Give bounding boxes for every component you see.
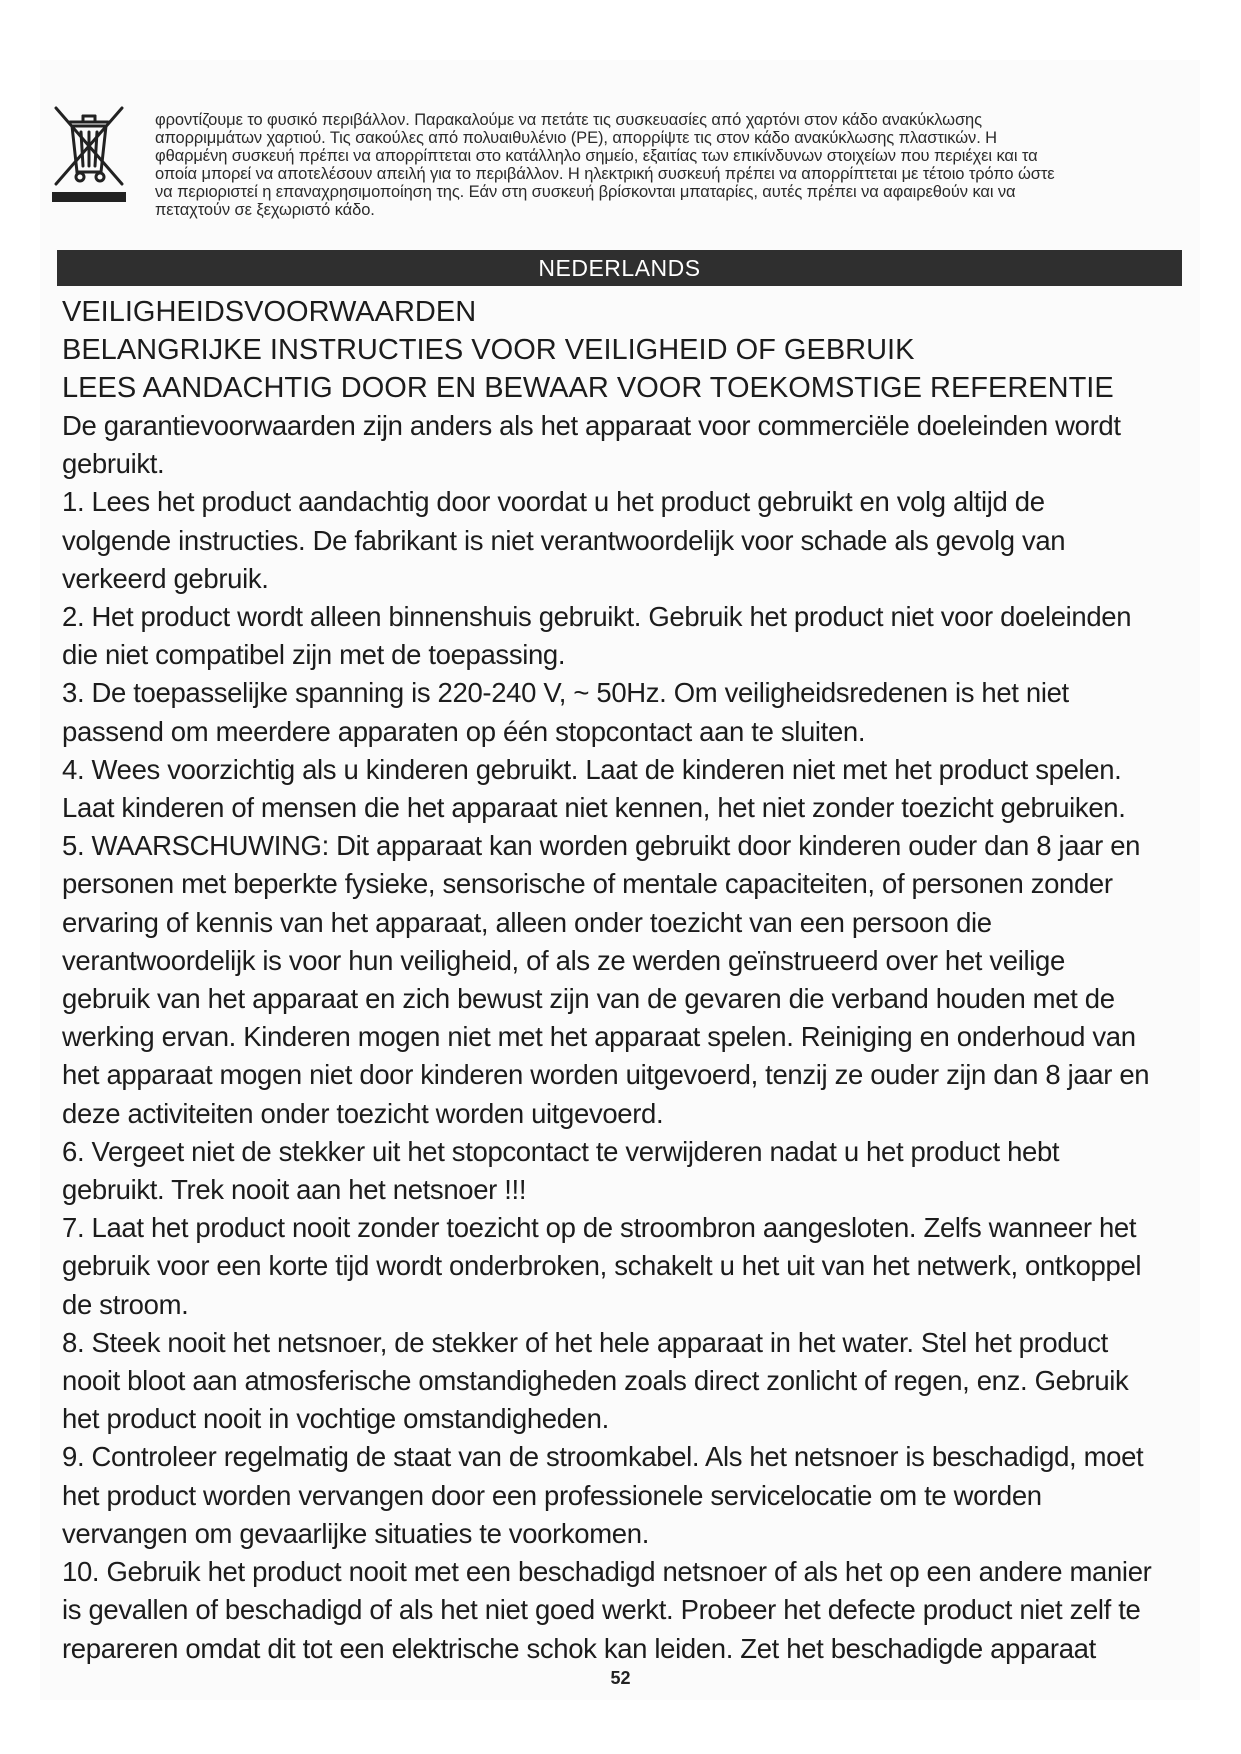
- recycling-notice-line: φροντίζουμε το φυσικό περιβάλλον. Παρακαλούμε να πετάτε τις συσκευασίες από χαρτόνι στον κάδο ανακύκλωσης: [155, 111, 982, 129]
- body-text-line: 6. Vergeet niet de stekker uit het stopcontact te verwijderen nadat u het product hebt: [62, 1135, 1060, 1167]
- body-text-line: 4. Wees voorzichtig als u kinderen gebruikt. Laat de kinderen niet met het product spelen.: [62, 753, 1122, 785]
- section-heading: VEILIGHEIDSVOORWAARDEN: [62, 296, 477, 328]
- language-header-bar: NEDERLANDS: [57, 250, 1182, 286]
- section-heading: LEES AANDACHTIG DOOR EN BEWAAR VOOR TOEKOMSTIGE REFERENTIE: [62, 372, 1114, 404]
- body-text-line: het product nooit in vochtige omstandigheden.: [62, 1403, 609, 1435]
- recycling-notice-line: οποία μπορεί να αποτελέσουν απειλή για το περιβάλλον. Η ηλεκτρική συσκευή πρέπει να απορρίπτεται με τέτοιο τρόπο ώστε: [155, 165, 1055, 183]
- body-text-line: verkeerd gebruik.: [62, 562, 269, 594]
- body-text-line: 7. Laat het product nooit zonder toezicht op de stroombron aangesloten. Zelfs wanneer het: [62, 1212, 1137, 1244]
- body-text-line: personen met beperkte fysieke, sensorische of mentale capaciteiten, of personen zonder: [62, 868, 1113, 900]
- body-text-line: deze activiteiten onder toezicht worden uitgevoerd.: [62, 1097, 664, 1129]
- body-text-line: repareren omdat dit tot een elektrische schok kan leiden. Zet het beschadigde apparaat: [62, 1632, 1096, 1664]
- body-text-line: 5. WAARSCHUWING: Dit apparaat kan worden gebruikt door kinderen ouder dan 8 jaar en: [62, 830, 1141, 862]
- page-number: 52: [610, 1668, 631, 1688]
- crossed-out-wheelie-bin-icon: [50, 100, 128, 204]
- body-text-line: werking ervan. Kinderen mogen niet met het apparaat spelen. Reiniging en onderhoud van: [62, 1021, 1136, 1053]
- body-text-line: 10. Gebruik het product nooit met een beschadigd netsnoer of als het op een andere manier: [62, 1556, 1152, 1588]
- body-text-line: 8. Steek nooit het netsnoer, de stekker of het hele apparaat in het water. Stel het product: [62, 1326, 1108, 1358]
- body-text-line: gebruikt. Trek nooit aan het netsnoer !!!: [62, 1174, 527, 1206]
- body-text-line: nooit bloot aan atmosferische omstandigheden zoals direct zonlicht of regen, enz. Gebruik: [62, 1365, 1129, 1397]
- body-text-line: 1. Lees het product aandachtig door voordat u het product gebruikt en volg altijd de: [62, 486, 1045, 518]
- body-text-line: is gevallen of beschadigd of als het niet goed werkt. Probeer het defecte product niet zelf te: [62, 1594, 1141, 1626]
- recycling-notice-line: φθαρμένη συσκευή πρέπει να απορρίπτεται στο κατάλληλο σημείο, εξαιτίας των επικίνδυνων στοιχείων που περιέχει και τα: [155, 147, 1038, 165]
- section-heading: BELANGRIJKE INSTRUCTIES VOOR VEILIGHEID OF GEBRUIK: [62, 334, 915, 366]
- body-text-line: het product worden vervangen door een professionele servicelocatie om te worden: [62, 1479, 1042, 1511]
- body-text-line: De garantievoorwaarden zijn anders als het apparaat voor commerciële doeleinden wordt: [62, 410, 1121, 441]
- body-text-line: vervangen om gevaarlijke situaties te voorkomen.: [62, 1517, 649, 1549]
- body-text-line: gebruik voor een korte tijd wordt onderbroken, schakelt u het uit van het netwerk, ontkoppel: [62, 1250, 1142, 1282]
- body-text-line: de stroom.: [62, 1288, 189, 1320]
- body-text-line: die niet compatibel zijn met de toepassing.: [62, 639, 566, 671]
- recycling-notice-text: [155, 111, 1195, 219]
- body-text-line: gebruik van het apparaat en zich bewust zijn van de gevaren die verband houden met de: [62, 983, 1115, 1015]
- body-text-line: verantwoordelijk is voor hun veiligheid, of als ze werden geïnstrueerd over het veilige: [62, 944, 1065, 976]
- body-text-line: 2. Het product wordt alleen binnenshuis gebruikt. Gebruik het product niet voor doeleinden: [62, 601, 1132, 633]
- recycling-notice-line: απορριμμάτων χαρτιού. Τις σακούλες από πολυαιθυλένιο (PE), απορρίψτε τις στον κάδο ανακύκλωσης πλαστικών. Η: [155, 129, 997, 147]
- recycling-notice-line: πεταχτούν σε ξεχωριστό κάδο.: [155, 201, 375, 219]
- body-text-line: ervaring of kennis van het apparaat, alleen onder toezicht van een persoon die: [62, 906, 992, 938]
- body-text-line: 3. De toepasselijke spanning is 220-240 V, ~ 50Hz. Om veiligheidsredenen is het niet: [62, 677, 1069, 709]
- recycling-notice-line: να περιοριστεί η επαναχρησιμοποίηση της. Εάν στη συσκευή βρίσκονται μπαταρίες, αυτές πρέπει να αφαιρεθούν και να: [155, 183, 1016, 201]
- body-text-line: Laat kinderen of mensen die het apparaat niet kennen, het niet zonder toezicht gebruiken.: [62, 792, 1126, 824]
- body-text-line: volgende instructies. De fabrikant is niet verantwoordelijk voor schade als gevolg van: [62, 524, 1066, 556]
- body-text-line: gebruikt.: [62, 448, 165, 480]
- body-text-line: 9. Controleer regelmatig de staat van de stroomkabel. Als het netsnoer is beschadigd, moet: [62, 1441, 1144, 1473]
- body-text-line: passend om meerdere apparaten op één stopcontact aan te sluiten.: [62, 715, 866, 747]
- body-text-line: het apparaat mogen niet door kinderen worden uitgevoerd, tenzij ze ouder zijn dan 8 jaar en: [62, 1059, 1150, 1091]
- safety-instructions-body: [62, 407, 1192, 1668]
- safety-headings: [62, 293, 1192, 407]
